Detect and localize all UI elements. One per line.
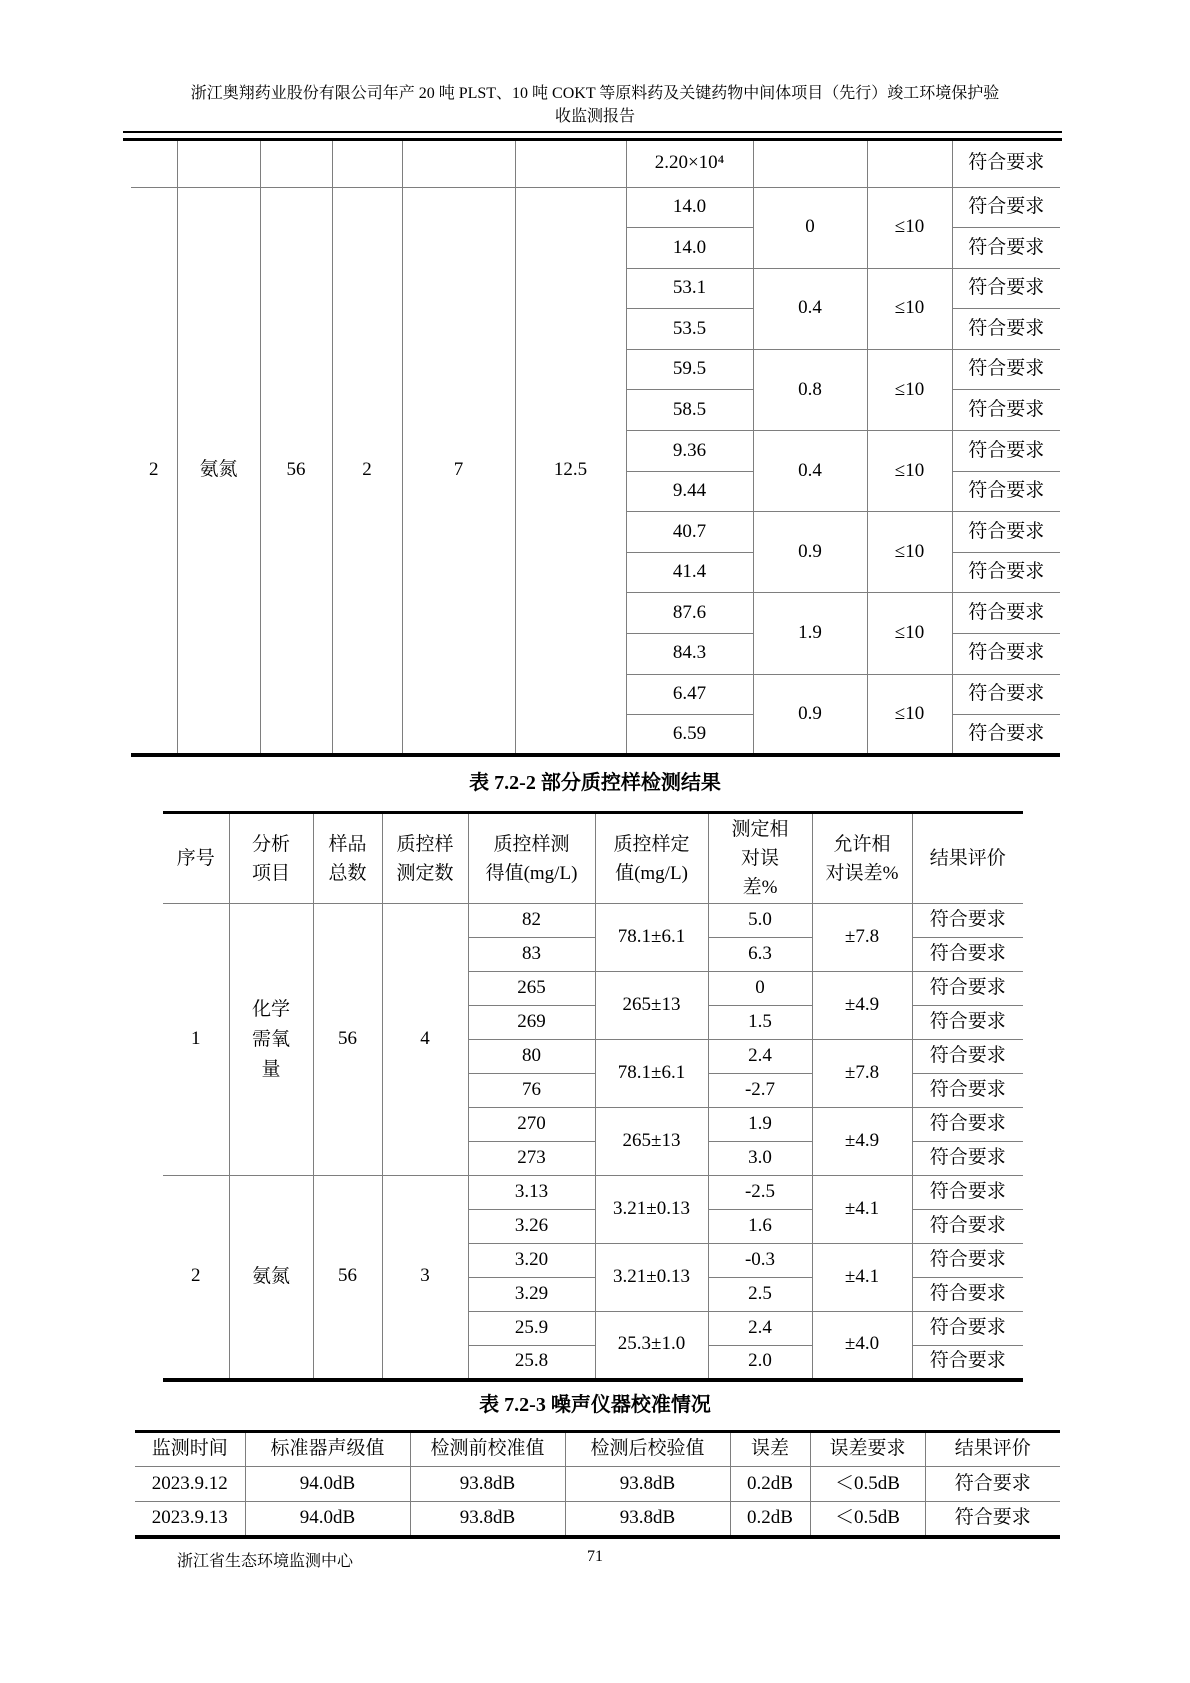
cell-evaluation: 符合要求 bbox=[912, 1006, 1023, 1040]
header-line: 分析 bbox=[251, 833, 290, 855]
cell-measured-value: 53.1 bbox=[626, 268, 753, 309]
cell-relative-error: 1.5 bbox=[708, 1006, 812, 1040]
cell-item: 氨氮 bbox=[177, 187, 260, 755]
header-error-requirement: 误差要求 bbox=[810, 1432, 925, 1467]
cell-evaluation: 符合要求 bbox=[952, 309, 1060, 350]
header-line: 质控样测 bbox=[493, 833, 570, 855]
header-line: 测定数 bbox=[396, 862, 454, 884]
cell-evaluation: 符合要求 bbox=[952, 141, 1060, 187]
cell-evaluation: 符合要求 bbox=[952, 228, 1060, 269]
cell-relative-error: 1.9 bbox=[708, 1108, 812, 1142]
document-header-line1: 浙江奥翔药业股份有限公司年产 20 吨 PLST、10 吨 COKT 等原料药及关键药物中间体项目（先行）竣工环境保护验 bbox=[190, 85, 1000, 102]
header-evaluation bbox=[912, 813, 1023, 904]
header-standard-level: 标准器声级值 bbox=[245, 1432, 410, 1467]
cell-after-calibration: 93.8dB bbox=[565, 1467, 730, 1502]
cell-evaluation: 符合要求 bbox=[952, 431, 1060, 472]
cell-allowed-error: ±4.1 bbox=[812, 1176, 912, 1244]
item-line: 需氧 bbox=[251, 1028, 290, 1050]
cell-allowed-deviation: ≤10 bbox=[867, 349, 952, 430]
cell-evaluation: 符合要求 bbox=[952, 390, 1060, 431]
header-qc-measured bbox=[468, 813, 595, 904]
empty-cell bbox=[332, 141, 402, 187]
cell-evaluation: 符合要求 bbox=[952, 471, 1060, 512]
empty-cell bbox=[515, 141, 626, 187]
cell-evaluation: 符合要求 bbox=[912, 1040, 1023, 1074]
cell-evaluation: 符合要求 bbox=[925, 1467, 1060, 1502]
cell-standard-value: 78.1±6.1 bbox=[595, 1040, 708, 1108]
cell-evaluation: 符合要求 bbox=[952, 512, 1060, 553]
cell-standard-level: 94.0dB bbox=[245, 1467, 410, 1502]
cell-relative-error: 1.6 bbox=[708, 1210, 812, 1244]
cell-error-requirement: ＜0.5dB bbox=[810, 1467, 925, 1502]
cell-allowed-deviation: ≤10 bbox=[867, 268, 952, 349]
header-line: 样品 bbox=[328, 833, 367, 855]
cell-measured-value: 3.29 bbox=[468, 1278, 595, 1312]
header-sample-total bbox=[313, 813, 382, 904]
cell-allowed-error: ±4.1 bbox=[812, 1244, 912, 1312]
table-row bbox=[131, 141, 1060, 187]
cell-measured-value: 3.20 bbox=[468, 1244, 595, 1278]
cell-error-requirement: ＜0.5dB bbox=[810, 1502, 925, 1537]
cell-measured-value: 84.3 bbox=[626, 634, 753, 675]
cell-col5: 7 bbox=[402, 187, 515, 755]
cell-relative-error: 3.0 bbox=[708, 1142, 812, 1176]
cell-evaluation: 符合要求 bbox=[925, 1502, 1060, 1537]
cell-standard-value: 78.1±6.1 bbox=[595, 904, 708, 972]
cell-evaluation: 符合要求 bbox=[912, 1176, 1023, 1210]
header-after-calibration: 检测后校验值 bbox=[565, 1432, 730, 1467]
cell-measured-value: 270 bbox=[468, 1108, 595, 1142]
header-line: 质控样 bbox=[396, 833, 454, 855]
cell-evaluation: 符合要求 bbox=[952, 715, 1060, 756]
cell-seq: 2 bbox=[131, 187, 177, 755]
cell-item bbox=[229, 904, 313, 1176]
header-line: 测定相 bbox=[731, 819, 789, 840]
table-row bbox=[135, 1502, 1060, 1537]
header-line: 对误 bbox=[740, 848, 779, 869]
cell-relative-error: -2.7 bbox=[708, 1074, 812, 1108]
cell-relative-deviation: 0.9 bbox=[753, 512, 867, 593]
header-line: 结果评价 bbox=[929, 848, 1006, 869]
cell-allowed-deviation: ≤10 bbox=[867, 431, 952, 512]
cell-evaluation: 符合要求 bbox=[912, 1108, 1023, 1142]
header-line: 对误差% bbox=[825, 862, 899, 884]
cell-sample-total: 56 bbox=[260, 187, 332, 755]
empty-cell bbox=[867, 141, 952, 187]
item-line: 化学 bbox=[251, 998, 290, 1020]
cell-measured-value: 25.8 bbox=[468, 1346, 595, 1380]
header-line: 总数 bbox=[328, 862, 367, 884]
cell-qc-count: 3 bbox=[382, 1176, 468, 1380]
cell-before-calibration: 93.8dB bbox=[410, 1502, 565, 1537]
header-analysis-item bbox=[229, 813, 313, 904]
cell-allowed-deviation: ≤10 bbox=[867, 674, 952, 755]
header-relative-error bbox=[708, 813, 812, 904]
cell-measured-value: 58.5 bbox=[626, 390, 753, 431]
cell-standard-value: 3.21±0.13 bbox=[595, 1176, 708, 1244]
cell-allowed-error: ±7.8 bbox=[812, 904, 912, 972]
cell-standard-value: 265±13 bbox=[595, 1108, 708, 1176]
cell-item bbox=[229, 1176, 313, 1380]
header-line: 质控样定 bbox=[613, 833, 690, 855]
header-line: 差% bbox=[742, 877, 778, 898]
cell-evaluation: 符合要求 bbox=[952, 634, 1060, 675]
qc-sample-results-table bbox=[163, 811, 1023, 1382]
empty-cell bbox=[260, 141, 332, 187]
document-header-line2: 收监测报告 bbox=[554, 108, 635, 125]
item-line: 量 bbox=[261, 1058, 281, 1080]
cell-relative-error: -2.5 bbox=[708, 1176, 812, 1210]
cell-measured-value: 14.0 bbox=[626, 187, 753, 228]
cell-after-calibration: 93.8dB bbox=[565, 1502, 730, 1537]
cell-measured-value: 76 bbox=[468, 1074, 595, 1108]
table-header-row bbox=[163, 813, 1023, 904]
cell-before-calibration: 93.8dB bbox=[410, 1467, 565, 1502]
cell-col4: 2 bbox=[332, 187, 402, 755]
table-722-title: 表 7.2-2 部分质控样检测结果 bbox=[469, 772, 721, 794]
cell-measured-value: 83 bbox=[468, 938, 595, 972]
header-line: 允许相 bbox=[833, 833, 891, 855]
table-row bbox=[163, 904, 1023, 938]
cell-allowed-error: ±7.8 bbox=[812, 1040, 912, 1108]
cell-measured-value: 3.13 bbox=[468, 1176, 595, 1210]
cell-evaluation: 符合要求 bbox=[912, 1312, 1023, 1346]
cell-allowed-deviation: ≤10 bbox=[867, 512, 952, 593]
footer-org-name: 浙江省生态环境监测中心 bbox=[177, 1553, 354, 1570]
cell-sample-total: 56 bbox=[313, 1176, 382, 1380]
cell-measured-value: 41.4 bbox=[626, 552, 753, 593]
cell-evaluation: 符合要求 bbox=[912, 1142, 1023, 1176]
cell-evaluation: 符合要求 bbox=[952, 187, 1060, 228]
cell-evaluation: 符合要求 bbox=[912, 1278, 1023, 1312]
cell-evaluation: 符合要求 bbox=[952, 674, 1060, 715]
table-row bbox=[163, 1176, 1023, 1210]
cell-standard-value: 265±13 bbox=[595, 972, 708, 1040]
cell-monitor-date: 2023.9.12 bbox=[135, 1467, 245, 1502]
table-header-row bbox=[135, 1432, 1060, 1467]
cell-relative-deviation: 0.4 bbox=[753, 431, 867, 512]
cell-measured-value: 25.9 bbox=[468, 1312, 595, 1346]
cell-evaluation: 符合要求 bbox=[912, 904, 1023, 938]
cell-standard-value: 25.3±1.0 bbox=[595, 1312, 708, 1380]
cell-allowed-error: ±4.0 bbox=[812, 1312, 912, 1380]
cell-measured-value: 9.44 bbox=[626, 471, 753, 512]
cell-allowed-error: ±4.9 bbox=[812, 1108, 912, 1176]
cell-seq: 1 bbox=[163, 904, 229, 1176]
table-row bbox=[135, 1467, 1060, 1502]
header-evaluation: 结果评价 bbox=[925, 1432, 1060, 1467]
cell-measured-value: 40.7 bbox=[626, 512, 753, 553]
cell-evaluation: 符合要求 bbox=[952, 268, 1060, 309]
cell-evaluation: 符合要求 bbox=[952, 593, 1060, 634]
cell-relative-error: 2.5 bbox=[708, 1278, 812, 1312]
cell-evaluation: 符合要求 bbox=[912, 1244, 1023, 1278]
cell-relative-error: 2.0 bbox=[708, 1346, 812, 1380]
empty-cell bbox=[131, 141, 177, 187]
header-rule-top bbox=[123, 131, 1062, 133]
cell-seq: 2 bbox=[163, 1176, 229, 1380]
empty-cell bbox=[753, 141, 867, 187]
cell-evaluation: 符合要求 bbox=[912, 1346, 1023, 1380]
cell-evaluation: 符合要求 bbox=[952, 552, 1060, 593]
header-monitor-date: 监测时间 bbox=[135, 1432, 245, 1467]
cell-relative-error: 2.4 bbox=[708, 1312, 812, 1346]
cell-sample-total: 56 bbox=[313, 904, 382, 1176]
cell-relative-deviation: 0.4 bbox=[753, 268, 867, 349]
cell-evaluation: 符合要求 bbox=[912, 938, 1023, 972]
cell-measured-value: 59.5 bbox=[626, 349, 753, 390]
header-error: 误差 bbox=[730, 1432, 810, 1467]
cell-allowed-deviation: ≤10 bbox=[867, 187, 952, 268]
cell-measured-value: 9.36 bbox=[626, 431, 753, 472]
header-line: 项目 bbox=[251, 862, 290, 884]
header-seq bbox=[163, 813, 229, 904]
noise-instrument-calibration-table bbox=[135, 1430, 1060, 1539]
cell-measured-value: 14.0 bbox=[626, 228, 753, 269]
cell-col6: 12.5 bbox=[515, 187, 626, 755]
cell-evaluation: 符合要求 bbox=[952, 349, 1060, 390]
cell-evaluation: 符合要求 bbox=[912, 972, 1023, 1006]
cell-monitor-date: 2023.9.13 bbox=[135, 1502, 245, 1537]
cell-error: 0.2dB bbox=[730, 1467, 810, 1502]
cell-relative-deviation: 0.8 bbox=[753, 349, 867, 430]
cell-error: 0.2dB bbox=[730, 1502, 810, 1537]
cell-standard-level: 94.0dB bbox=[245, 1502, 410, 1537]
table-723-title: 表 7.2-3 噪声仪器校准情况 bbox=[479, 1394, 711, 1416]
cell-qc-count: 4 bbox=[382, 904, 468, 1176]
cell-measured-value: 265 bbox=[468, 972, 595, 1006]
cell-measured-value: 6.59 bbox=[626, 715, 753, 756]
cell-evaluation: 符合要求 bbox=[912, 1210, 1023, 1244]
cell-measured-value: 3.26 bbox=[468, 1210, 595, 1244]
document-header bbox=[100, 82, 1090, 128]
cell-measured-value: 6.47 bbox=[626, 674, 753, 715]
cell-measured-value: 273 bbox=[468, 1142, 595, 1176]
cell-evaluation: 符合要求 bbox=[912, 1074, 1023, 1108]
cell-relative-deviation: 0 bbox=[753, 187, 867, 268]
cell-relative-error: 2.4 bbox=[708, 1040, 812, 1074]
table-row bbox=[131, 187, 1060, 228]
header-line: 值(mg/L) bbox=[615, 862, 688, 884]
cell-measured-value: 53.5 bbox=[626, 309, 753, 350]
header-allowed-error bbox=[812, 813, 912, 904]
cell-relative-error: 5.0 bbox=[708, 904, 812, 938]
cell-relative-deviation: 1.9 bbox=[753, 593, 867, 674]
header-qc-standard bbox=[595, 813, 708, 904]
cell-measured-value: 2.20×10⁴ bbox=[626, 141, 753, 187]
header-line: 序号 bbox=[176, 848, 215, 869]
qc-results-continuation-table bbox=[131, 141, 1060, 757]
header-before-calibration: 检测前校准值 bbox=[410, 1432, 565, 1467]
empty-cell bbox=[177, 141, 260, 187]
item-line: 氨氮 bbox=[251, 1265, 290, 1287]
cell-standard-value: 3.21±0.13 bbox=[595, 1244, 708, 1312]
empty-cell bbox=[402, 141, 515, 187]
cell-allowed-deviation: ≤10 bbox=[867, 593, 952, 674]
cell-relative-error: 6.3 bbox=[708, 938, 812, 972]
header-qc-count bbox=[382, 813, 468, 904]
cell-measured-value: 269 bbox=[468, 1006, 595, 1040]
cell-measured-value: 87.6 bbox=[626, 593, 753, 634]
cell-measured-value: 82 bbox=[468, 904, 595, 938]
footer-page-number: 71 bbox=[587, 1548, 603, 1565]
cell-relative-error: 0 bbox=[708, 972, 812, 1006]
header-line: 得值(mg/L) bbox=[485, 862, 578, 884]
cell-allowed-error: ±4.9 bbox=[812, 972, 912, 1040]
cell-relative-error: -0.3 bbox=[708, 1244, 812, 1278]
cell-relative-deviation: 0.9 bbox=[753, 674, 867, 755]
cell-measured-value: 80 bbox=[468, 1040, 595, 1074]
